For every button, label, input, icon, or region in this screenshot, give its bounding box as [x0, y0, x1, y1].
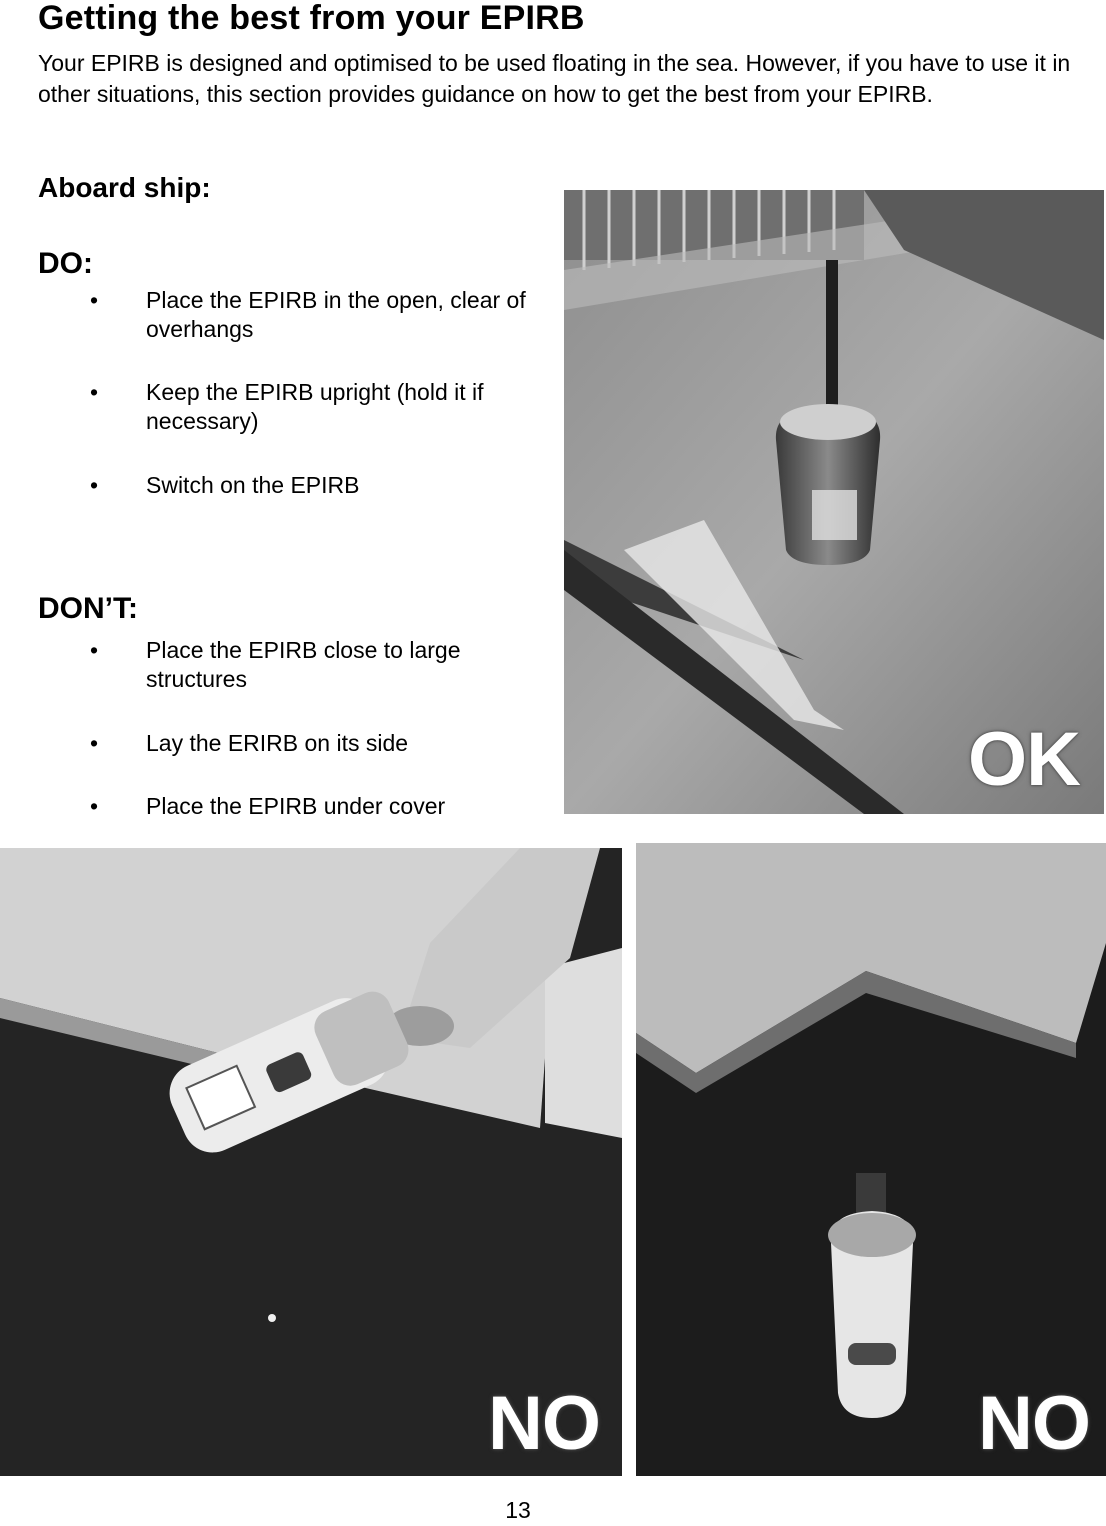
page-title: Getting the best from your EPIRB — [38, 0, 585, 37]
photo-epirb-on-side — [0, 848, 622, 1476]
do-item-text: Switch on the EPIRB — [146, 472, 360, 498]
bullet-icon: • — [90, 793, 99, 819]
dont-item-text: Place the EPIRB close to large structures — [146, 637, 461, 692]
photo-epirb-under-cover — [636, 843, 1106, 1476]
intro-paragraph: Your EPIRB is designed and optimised to be used floating in the sea. However, if you have to use it in other situations, this section provides guidance on how to get the best from your EPIRB. — [38, 50, 1071, 107]
bullet-icon: • — [90, 379, 99, 405]
photo-no-right-label: NO — [978, 1381, 1090, 1466]
bullet-icon: • — [90, 287, 99, 313]
page-number: 13 — [505, 1497, 531, 1523]
photo-epirb-upright-open — [564, 190, 1104, 814]
photo-no-left-label: NO — [488, 1381, 600, 1466]
bullet-icon: • — [90, 637, 99, 663]
photo-ok-label: OK — [968, 717, 1080, 802]
do-item-text: Place the EPIRB in the open, clear of overhangs — [146, 287, 526, 342]
bullet-icon: • — [90, 730, 99, 756]
do-item-text: Keep the EPIRB upright (hold it if necessary) — [146, 379, 484, 434]
dont-item-text: Lay the ERIRB on its side — [146, 730, 409, 756]
dont-item-text: Place the EPIRB under cover — [146, 793, 446, 819]
section-heading-aboard-ship: Aboard ship: — [38, 172, 211, 203]
dont-heading: DON’T: — [38, 592, 138, 625]
bullet-icon: • — [90, 472, 99, 498]
do-heading: DO: — [38, 247, 93, 280]
